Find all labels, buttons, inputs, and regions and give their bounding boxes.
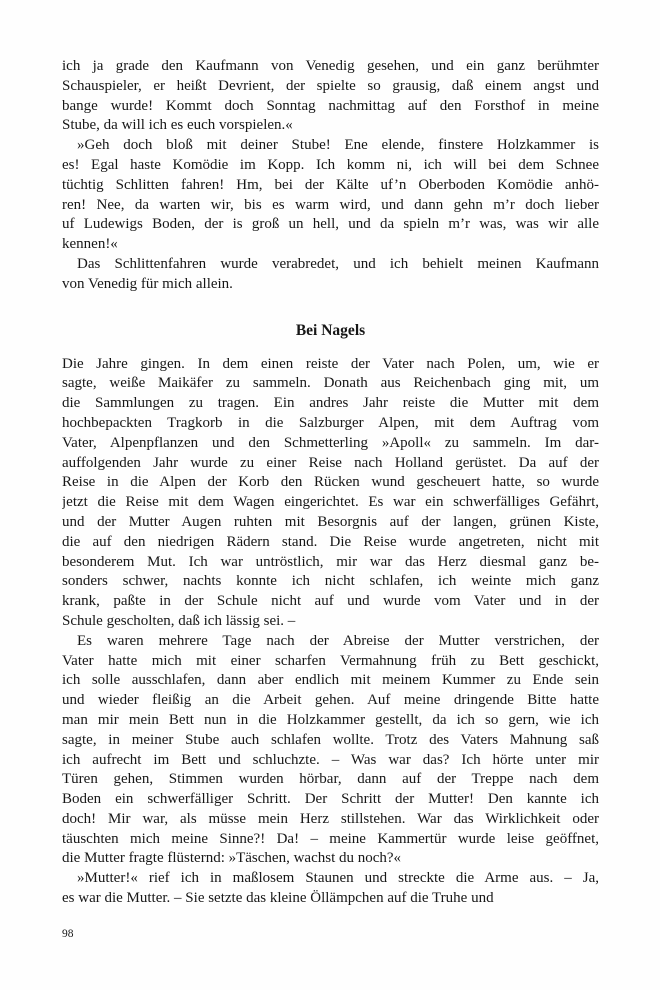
text-line: die Sammlungen zu tragen. Ein andres Jahr reiste die Mutter mit dem xyxy=(62,395,599,412)
text-line: Boden ein schwerfälliger Schritt. Der Schritt der Mutter! Den kannte ich xyxy=(62,791,599,808)
text-line: Schauspieler, er heißt Devrient, der spielte so grausig, daß einem angst und xyxy=(62,77,599,94)
text-line: Reise in die Alpen der Korb den Rücken wund gescheuert hatte, so wurde xyxy=(62,474,599,491)
text-line: jetzt die Reise mit dem Wagen eingerichtet. Es war ein schwerfälliges Gefährt, xyxy=(62,494,599,511)
text-line: uf Ludewigs Boden, der is groß un hell, und da spieln m’r was, was wir alle xyxy=(62,216,599,233)
text-line: die auf den niedrigen Rädern stand. Die Reise wurde angetreten, nicht mit xyxy=(62,533,599,550)
text-line: und wieder fleißig an die Arbeit gehen. Auf meine dringende Bitte hatte xyxy=(62,692,599,709)
text-column xyxy=(62,57,599,909)
text-line: von Venedig für mich allein. xyxy=(62,275,233,292)
text-line: krank, paßte in der Schule nicht auf und wurde vom Vater und in der xyxy=(62,593,599,610)
text-line: Das Schlittenfahren wurde verabredet, und ich behielt meinen Kaufmann xyxy=(77,255,599,272)
section-heading: Bei Nagels xyxy=(295,321,366,339)
text-line: ren! Nee, da warten wir, bis es warm wird, und dann gehn m’r doch lieber xyxy=(62,196,599,213)
text-line: die Mutter fragte flüsternd: »Täschen, wachst du noch?« xyxy=(62,850,402,867)
text-line: tüchtig Schlitten fahren! Hm, bei der Kälte uf’n Oberboden Komödie anhö- xyxy=(62,176,599,193)
text-line: ich ja grade den Kaufmann von Venedig gesehen, und ein ganz berühmter xyxy=(62,58,599,74)
text-line: es war die Mutter. – Sie setzte das kleine Öllämpchen auf die Truhe und xyxy=(62,890,494,907)
paragraph xyxy=(62,632,599,870)
text-line: Schule gescholten, daß ich lässig sei. – xyxy=(62,612,296,629)
page-number: 98 xyxy=(62,928,74,940)
text-line: Die Jahre gingen. In dem einen reiste der Vater nach Polen, um, wie er xyxy=(62,355,599,372)
text-line: besonderem Mut. Ich war untröstlich, mir war das Herz diesmal ganz be- xyxy=(62,553,599,570)
paragraph xyxy=(62,355,599,632)
paragraph xyxy=(62,136,599,255)
text-line: hochbepackten Tragkorb in die Salzburger Alpen, mit dem Auftrag vom xyxy=(62,414,599,431)
text-line: Es waren mehrere Tage nach der Abreise der Mutter verstrichen, der xyxy=(77,632,599,649)
text-line: »Geh doch bloß mit deiner Stube! Ene elende, finstere Holzkammer is xyxy=(77,137,599,154)
paragraph xyxy=(62,869,599,909)
text-line: Stube, da will ich es euch vorspielen.« xyxy=(62,117,293,134)
text-line: »Mutter!« rief ich in maßlosem Staunen und streckte die Arme aus. – Ja, xyxy=(77,870,599,887)
text-line: sagte, in meiner Stube auch schlafen wollte. Trotz des Vaters Mahnung saß xyxy=(62,731,599,748)
paragraph xyxy=(62,57,599,136)
text-line: sagte, weiße Maikäfer zu sammeln. Donath aus Reichenbach ging mit, um xyxy=(62,375,599,392)
text-line: täuschten mich meine Sinne?! Da! – meine Kammertür wurde leise geöffnet, xyxy=(62,830,599,847)
text-line: es! Egal haste Komödie im Kopp. Ich komm ni, ich will bei dem Schnee xyxy=(62,156,599,173)
text-line: kennen!« xyxy=(62,236,118,253)
text-line: Türen gehen, Stimmen wurden hörbar, dann auf der Treppe nach dem xyxy=(62,771,599,788)
text-line: man mir mein Bett nun in die Holzkammer gestellt, da ich so gern, wie ich xyxy=(62,711,599,728)
text-line: ich solle ausschlafen, dann aber endlich mit meinem Kummer zu Ende sein xyxy=(62,672,599,689)
text-line: Vater, Alpenpflanzen und den Schmetterling »Apoll« zu sammeln. Im dar- xyxy=(62,434,599,451)
text-line: doch! Mir war, als müsse mein Herz stillstehen. War das Wirklichkeit oder xyxy=(62,810,599,827)
paragraph xyxy=(62,255,599,295)
text-line: Vater hatte mich mit einer scharfen Vermahnung früh zu Bett geschickt, xyxy=(62,652,599,669)
text-line: ich aufrecht im Bett und schluchzte. – Was war das? Ich hörte unter mir xyxy=(62,751,599,768)
text-line: sonders schwer, nachts konnte ich nicht schlafen, ich weinte mich ganz xyxy=(62,573,599,590)
text-line: auffolgenden Jahr wurde zu einer Reise nach Holland gerüstet. Da auf der xyxy=(62,454,599,471)
text-line: bange wurde! Kommt doch Sonntag nachmittag auf den Forsthof in meine xyxy=(62,97,599,114)
text-line: und der Mutter Augen ruhten mit Besorgnis auf der langen, grünen Kiste, xyxy=(62,513,599,530)
